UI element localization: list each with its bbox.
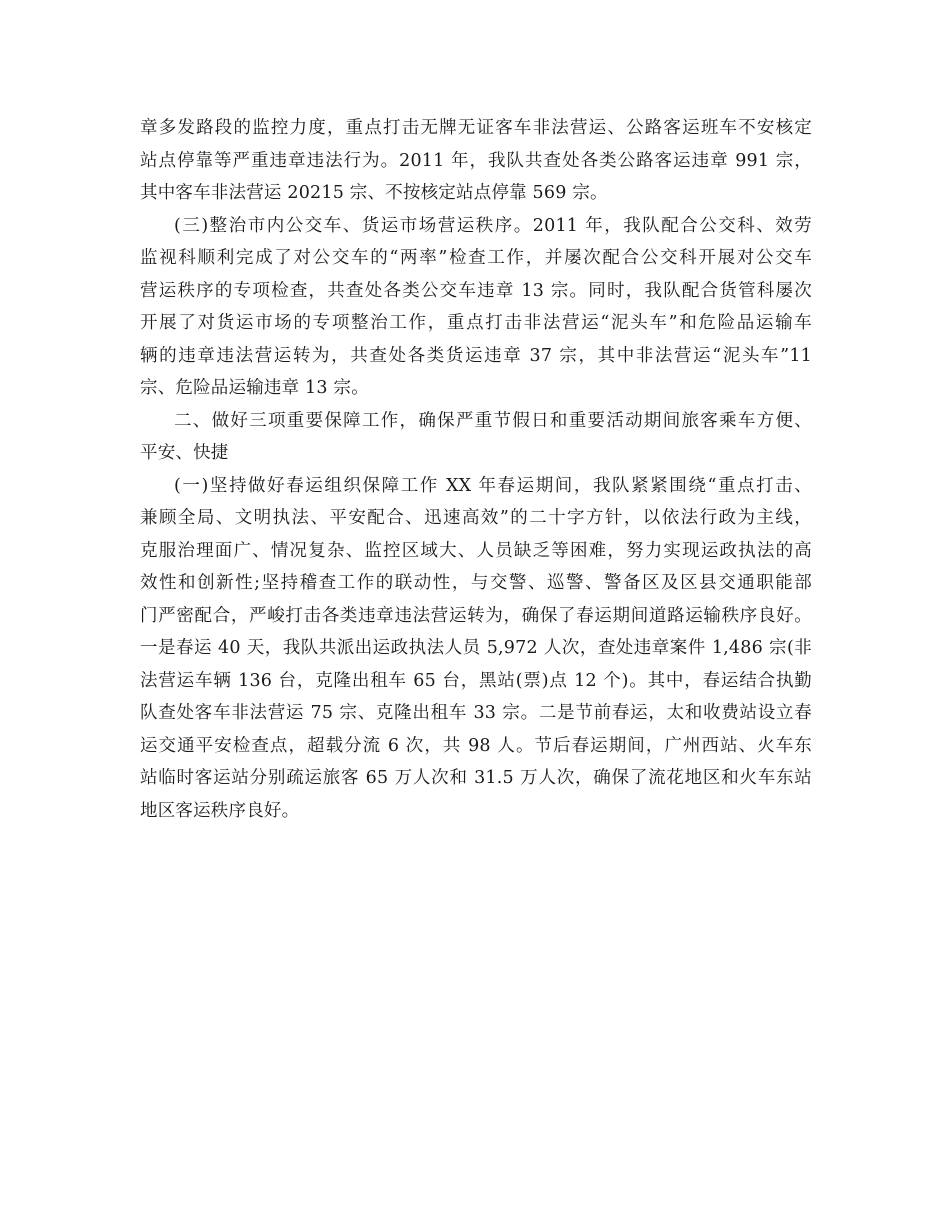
text-line: 站临时客运站分别疏运旅客 65 万人次和 31.5 万人次，确保了流花地区和火车东站 xyxy=(140,768,812,788)
section-heading-line: 平安、快捷 xyxy=(140,443,229,463)
text-line: 辆的违章违法营运转为，共查处各类货运违章 37 宗，其中非法营运“泥头车”11 xyxy=(140,345,812,366)
text-line: 一是春运 40 天，我队共派出运政执法人员 5,972 人次，查处违章案件 1,486 宗(非 xyxy=(140,638,812,658)
section-heading-line: 二、做好三项重要保障工作，确保严重节假日和重要活动期间旅客乘车方便、 xyxy=(174,410,812,431)
text-line: 门严密配合，严峻打击各类违章违法营运转为，确保了春运期间道路运输秩序良好。 xyxy=(140,605,812,626)
text-line: 营运秩序的专项检查，共查处各类公交车违章 13 宗。同时，我队配合货管科屡次 xyxy=(140,280,812,301)
text-line: 站点停靠等严重违章违法行为。2011 年，我队共查处各类公路客运违章 991 宗， xyxy=(140,150,812,171)
text-line: 宗、危险品运输违章 13 宗。 xyxy=(140,378,369,398)
text-line: 效性和创新性;坚持稽查工作的联动性，与交警、巡警、警备区及区县交通职能部 xyxy=(140,573,812,593)
text-line: 运交通平安检查点，超载分流 6 次，共 98 人。节后春运期间，广州西站、火车东 xyxy=(140,735,812,756)
text-line: 队查处客车非法营运 75 宗、克隆出租车 33 宗。二是节前春运，太和收费站设立春 xyxy=(140,703,812,723)
text-line: (一)坚持做好春运组织保障工作 XX 年春运期间，我队紧紧围绕“重点打击、 xyxy=(174,475,812,496)
text-line: 地区客运秩序良好。 xyxy=(140,800,300,821)
text-line: 克服治理面广、情况复杂、监控区域大、人员缺乏等困难，努力实现运政执法的高 xyxy=(140,540,812,561)
text-line: 开展了对货运市场的专项整治工作，重点打击非法营运“泥头车”和危险品运输车 xyxy=(140,313,812,333)
text-line: 其中客车非法营运 20215 宗、不按核定站点停靠 569 宗。 xyxy=(140,183,608,203)
text-line: 监视科顺利完成了对公交车的“两率”检查工作，并屡次配合公交科开展对公交车 xyxy=(140,248,812,268)
text-line: 章多发路段的监控力度，重点打击无牌无证客车非法营运、公路客运班车不安核定 xyxy=(140,118,812,138)
text-line: 兼顾全局、文明执法、平安配合、迅速高效”的二十字方针，以依法行政为主线， xyxy=(140,508,812,528)
document-body xyxy=(140,112,812,827)
text-line: 法营运车辆 136 台，克隆出租车 65 台，黑站(票)点 12 个)。其中，春运结合执勤 xyxy=(140,670,812,691)
text-line: (三)整治市内公交车、货运市场营运秩序。2011 年，我队配合公交科、效劳 xyxy=(174,215,812,236)
